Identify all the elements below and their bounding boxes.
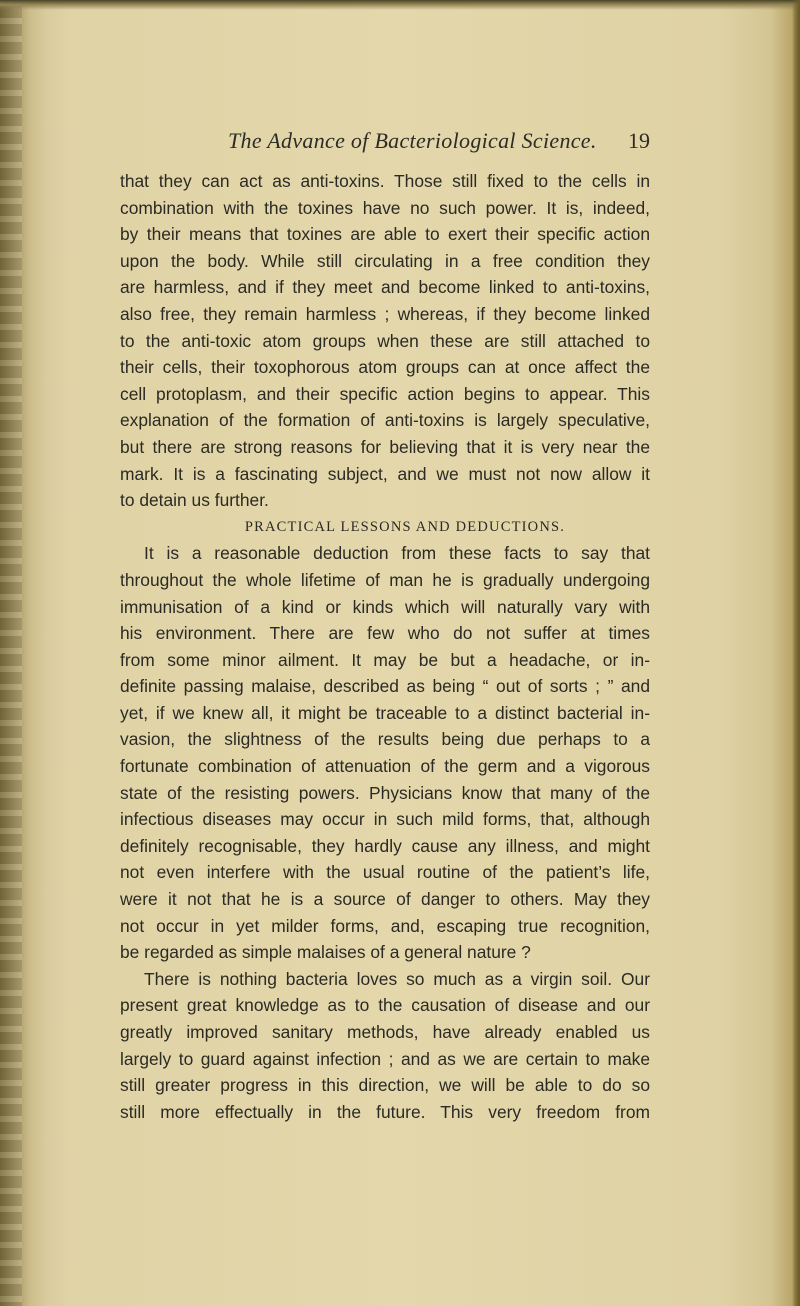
page-right-edge bbox=[792, 0, 800, 1306]
text-line: still more effectually in the future. This very freedom from bbox=[120, 1101, 650, 1122]
text-line: throughout the whole lifetime of man he is gradually undergoing bbox=[120, 569, 650, 590]
text-line: It is a reasonable deduction from these facts to say that bbox=[144, 543, 650, 564]
text-line: to the anti-toxic atom groups when these are still attached to bbox=[120, 330, 650, 351]
text-line: fortunate combination of attenuation of the germ and a vigorous bbox=[120, 756, 650, 777]
text-line: not occur in yet milder forms, and, escaping true recognition, bbox=[120, 915, 650, 936]
body-text bbox=[120, 168, 650, 1125]
text-line: greatly improved sanitary methods, have already enabled us bbox=[120, 1022, 650, 1042]
text-line: upon the body. While still circulating in a free condition they bbox=[120, 250, 650, 271]
text-line: definite passing malaise, described as being “ out of sorts ; ” and bbox=[120, 676, 650, 697]
text-line: state of the resisting powers. Physicians know that many of the bbox=[120, 782, 650, 803]
page-top-edge bbox=[0, 0, 800, 10]
text-line: but there are strong reasons for believing that it is very near the bbox=[120, 436, 650, 457]
text-line: infectious diseases may occur in such mild forms, that, although bbox=[120, 809, 650, 830]
text-line: explanation of the formation of anti-toxins is largely speculative, bbox=[120, 410, 650, 431]
text-line: be regarded as simple malaises of a general nature ? bbox=[120, 942, 531, 963]
text-line: also free, they remain harmless ; whereas, if they become linked bbox=[120, 303, 650, 324]
text-line: by their means that toxines are able to exert their specific action bbox=[120, 224, 650, 245]
text-line: from some minor ailment. It may be but a headache, or in- bbox=[120, 649, 650, 670]
text-line: combination with the toxines have no such power. It is, indeed, bbox=[120, 197, 650, 218]
text-line: yet, if we knew all, it might be traceable to a distinct bacterial in- bbox=[120, 702, 650, 723]
text-line: still greater progress in this direction, we will be able to do so bbox=[120, 1075, 650, 1096]
text-line: his environment. There are few who do not suffer at times bbox=[120, 623, 650, 644]
book-binding-edge bbox=[0, 0, 22, 1306]
text-line: mark. It is a fascinating subject, and we must not now allow it bbox=[120, 463, 650, 484]
text-line: to detain us further. bbox=[120, 490, 269, 511]
text-line: present great knowledge as to the causation of disease and our bbox=[120, 995, 650, 1016]
text-line: immunisation of a kind or kinds which will naturally vary with bbox=[120, 596, 650, 617]
text-line: largely to guard against infection ; and as we are certain to make bbox=[120, 1048, 650, 1069]
text-line: definitely recognisable, they hardly cause any illness, and might bbox=[120, 835, 650, 856]
text-line: that they can act as anti-toxins. Those still fixed to the cells in bbox=[120, 171, 650, 191]
text-line: their cells, their toxophorous atom groups can at once affect the bbox=[120, 357, 650, 378]
section-heading: PRACTICAL LESSONS AND DEDUCTIONS. bbox=[244, 518, 566, 535]
text-line: are harmless, and if they meet and become linked to anti-toxins, bbox=[120, 277, 650, 298]
text-line: There is nothing bacteria loves so much as a virgin soil. Our bbox=[144, 968, 650, 989]
text-line: vasion, the slightness of the results being due perhaps to a bbox=[120, 729, 650, 750]
page-number: 19 bbox=[628, 128, 650, 153]
text-line: cell protoplasm, and their specific action begins to appear. This bbox=[120, 383, 650, 404]
text-line: not even interfere with the usual routine of the patient’s life, bbox=[120, 862, 650, 883]
text-line: were it not that he is a source of danger to others. May they bbox=[120, 889, 650, 910]
running-head: The Advance of Bacteriological Science. bbox=[228, 128, 597, 153]
